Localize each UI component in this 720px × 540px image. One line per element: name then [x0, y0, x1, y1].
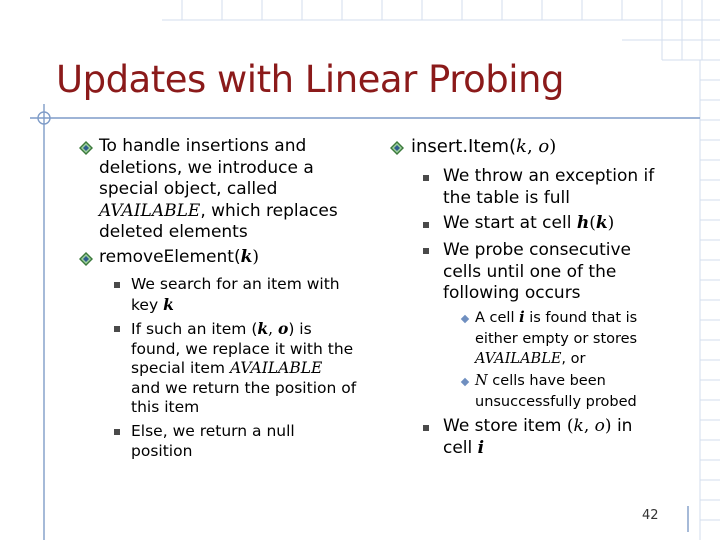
text-line: special object, called: [99, 179, 278, 199]
var-o: o: [538, 136, 550, 157]
text-fragment: cell: [443, 437, 478, 458]
text-fragment: insert.Item(: [411, 136, 517, 157]
page-number: 42: [642, 508, 659, 523]
text-fragment: (: [589, 213, 596, 233]
text-fragment: removeElement(: [99, 247, 241, 267]
var-n: N: [475, 373, 488, 389]
text-line: unsuccessfully probed: [475, 393, 637, 410]
text-fragment: , which replaces: [200, 200, 338, 221]
square-bullet-icon: [114, 326, 120, 332]
square-bullet-icon: [423, 425, 429, 431]
text-fragment: is found that is: [524, 310, 638, 326]
sub-bullet-exception: [443, 166, 654, 209]
var-k: k: [257, 319, 269, 338]
var-k: k: [240, 247, 253, 267]
diamond-bullet-icon: [78, 140, 94, 156]
text-line: [475, 308, 637, 329]
text-fragment: ,: [526, 136, 539, 157]
text-line: We throw an exception if: [443, 166, 655, 186]
text-line: We search for an item with: [131, 275, 340, 293]
text-line: deletions, we introduce a: [99, 157, 314, 178]
sub-bullet-found: [131, 319, 356, 418]
text-line: following occurs: [443, 283, 581, 303]
var-i: i: [519, 309, 525, 326]
var-i: i: [477, 437, 485, 458]
text-fragment: A cell: [475, 310, 520, 326]
var-o: o: [594, 416, 605, 436]
diamond-bullet-icon: [78, 251, 94, 267]
text-fragment: , or: [561, 351, 586, 367]
subsub-bullet-cell-found: [475, 308, 637, 370]
text-fragment: ,: [268, 320, 278, 338]
text-fragment: (: [566, 416, 574, 436]
text-fragment: If such an item (: [131, 320, 258, 338]
text-fragment: key: [131, 295, 164, 314]
text-line: [131, 319, 356, 340]
text-fragment: ) is: [288, 320, 312, 338]
text-line: [443, 438, 632, 460]
var-k: k: [516, 136, 527, 157]
text-line: position: [131, 441, 193, 460]
bullet-remove-element: [99, 247, 259, 269]
text-line: cells until one of the: [443, 261, 617, 282]
text-fragment: in: [611, 416, 633, 436]
sub-bullet-start-cell: [443, 213, 614, 235]
sub-bullet-store: [443, 416, 632, 459]
text-line: [475, 371, 637, 392]
text-line: found, we replace it with the: [131, 339, 354, 358]
square-bullet-icon: [423, 222, 429, 228]
text-line: [443, 416, 632, 438]
text-line: [475, 349, 637, 370]
square-bullet-icon: [114, 282, 120, 288]
text-line: [131, 359, 356, 379]
square-bullet-icon: [423, 248, 429, 254]
text-line: the table is full: [443, 187, 570, 208]
bullet-insert-item: [411, 136, 556, 158]
var-k: k: [595, 213, 608, 233]
text-line: this item: [131, 398, 200, 416]
text-fragment: cells have been: [487, 373, 606, 389]
text-line: and we return the position of: [131, 378, 357, 397]
available-term: AVAILABLE: [475, 351, 562, 367]
sub-bullet-search: [131, 275, 340, 315]
text-line: deleted elements: [99, 222, 248, 242]
text-line: To handle insertions and: [99, 136, 307, 156]
text-fragment: We store item: [443, 416, 567, 436]
text-fragment: ): [604, 416, 612, 436]
text-fragment: ): [549, 136, 557, 157]
diamond-bullet-icon: [389, 140, 405, 156]
text-line: We probe consecutive: [443, 240, 632, 260]
text-line: [131, 295, 340, 316]
available-term: AVAILABLE: [99, 200, 201, 221]
text-line: [99, 201, 338, 223]
text-fragment: ): [607, 213, 615, 233]
var-k: k: [573, 416, 584, 436]
text-line: Else, we return a null: [131, 422, 295, 440]
square-bullet-icon: [114, 429, 120, 435]
square-bullet-icon: [423, 175, 429, 181]
text-line: either empty or stores: [475, 330, 638, 347]
text-fragment: ,: [583, 416, 595, 436]
subsub-bullet-n-cells: [475, 371, 637, 412]
slide-title: Updates with Linear Probing: [56, 58, 564, 101]
sub-bullet-else: [131, 422, 295, 461]
text-fragment: We start at cell: [443, 213, 577, 233]
sub-bullet-probe: [443, 240, 631, 305]
var-h: h: [576, 213, 590, 233]
available-term: AVAILABLE: [229, 359, 323, 377]
var-o: o: [277, 319, 289, 338]
text-fragment: special item: [131, 359, 230, 377]
var-k: k: [163, 294, 174, 314]
text-fragment: ): [252, 247, 259, 267]
bullet-handle-insertions: [99, 136, 338, 244]
